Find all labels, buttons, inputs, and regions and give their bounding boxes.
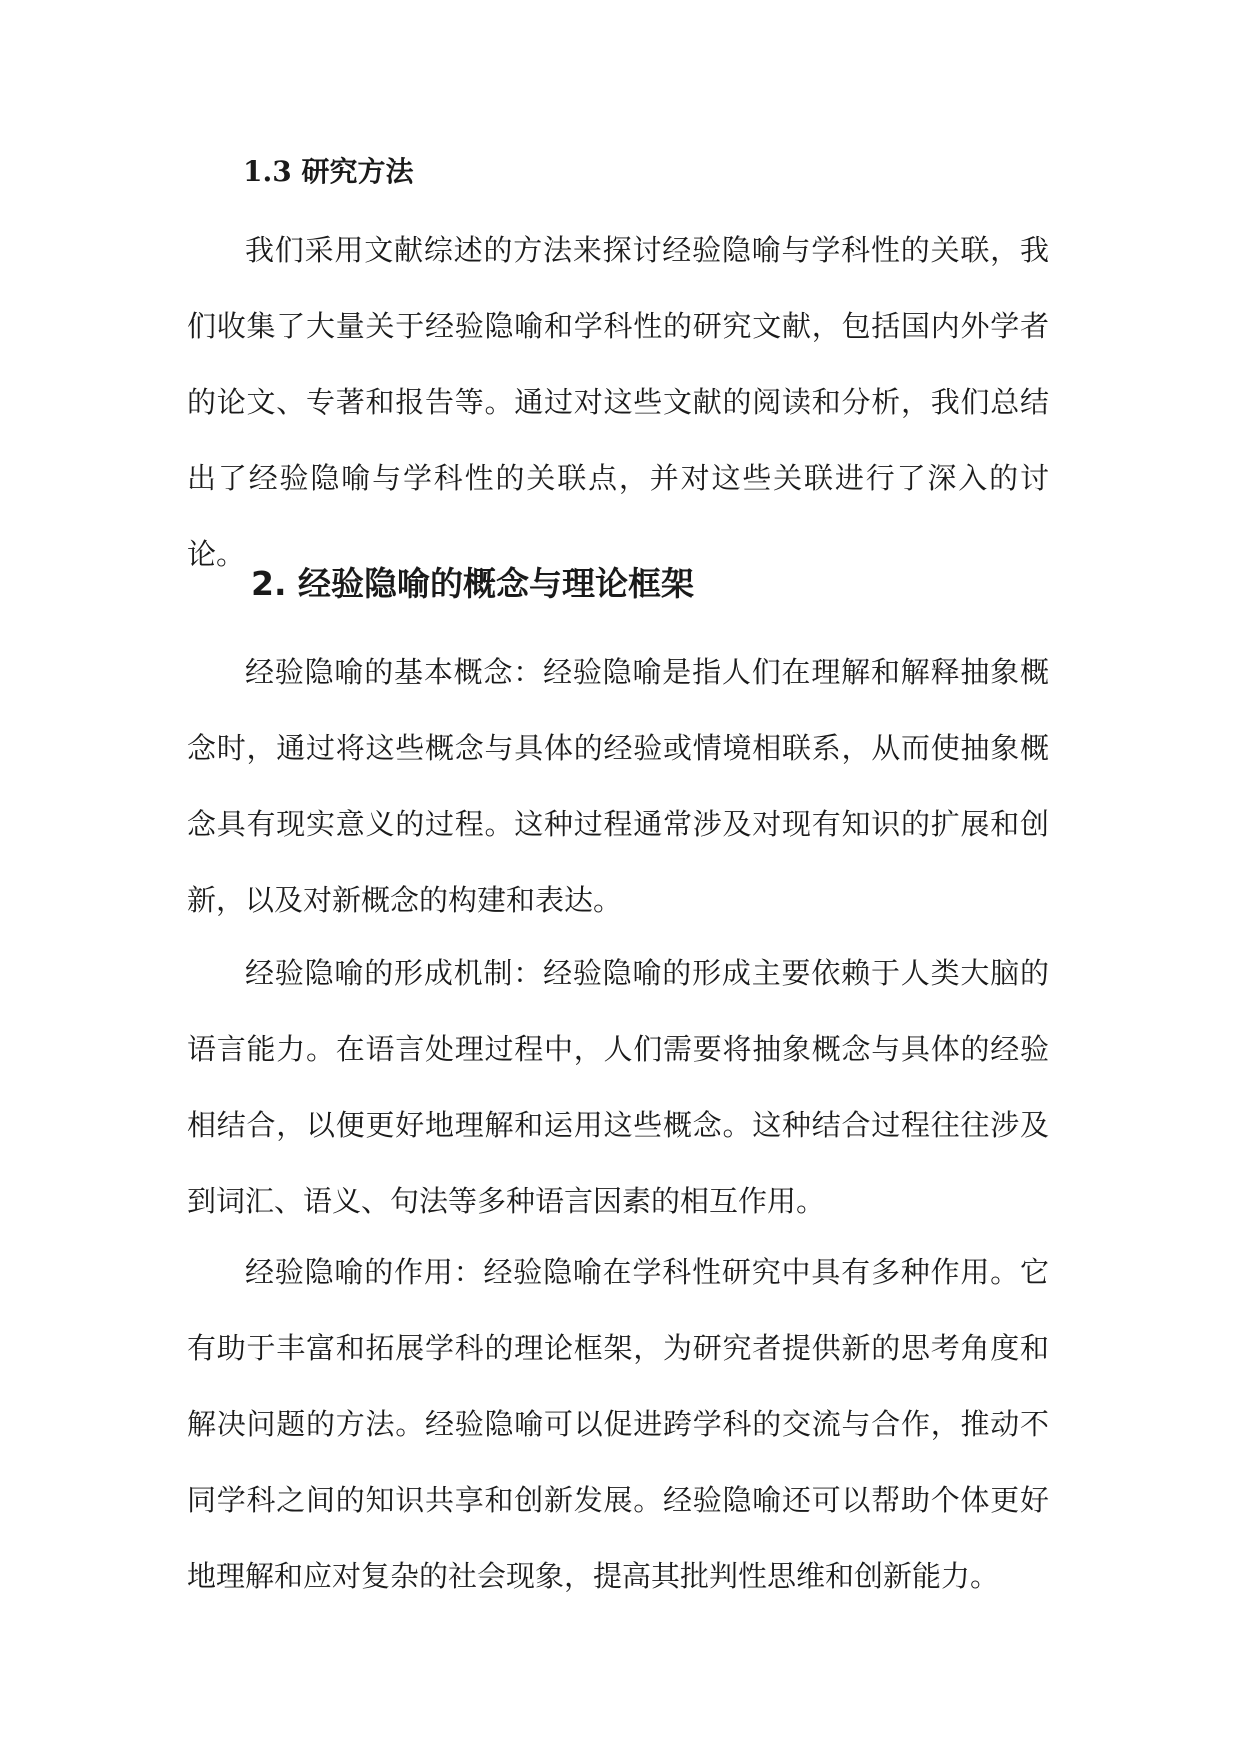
- body-paragraph: 经验隐喻的基本概念：经验隐喻是指人们在理解和解释抽象概念时，通过将这些概念与具体的经验或情境相联系，从而使抽象概念具有现实意义的过程。这种过程通常涉及对现有知识的扩展和创新，以及对新概念的构建和表达。: [187, 655, 1049, 917]
- body-paragraph: 经验隐喻的作用：经验隐喻在学科性研究中具有多种作用。它有助于丰富和拓展学科的理论框架，为研究者提供新的思考角度和解决问题的方法。经验隐喻可以促进跨学科的交流与合作，推动不同学科之间的知识共享和创新发展。经验隐喻还可以帮助个体更好地理解和应对复杂的社会现象，提高其批判性思维和创新能力。: [187, 1255, 1049, 1593]
- body-paragraph: 经验隐喻的形成机制：经验隐喻的形成主要依赖于人类大脑的语言能力。在语言处理过程中，人们需要将抽象概念与具体的经验相结合，以便更好地理解和运用这些概念。这种结合过程往往涉及到词汇、语义、句法等多种语言因素的相互作用。: [187, 956, 1049, 1218]
- section-title-2: 2. 经验隐喻的概念与理论框架: [251, 564, 694, 603]
- body-paragraph: 我们采用文献综述的方法来探讨经验隐喻与学科性的关联，我们收集了大量关于经验隐喻和学科性的研究文献，包括国内外学者的论文、专著和报告等。通过对这些文献的阅读和分析，我们总结出了经验隐喻与学科性的关联点，并对这些关联进行了深入的讨论。: [187, 233, 1049, 571]
- section-title-1-3: 1.3 研究方法: [243, 155, 414, 188]
